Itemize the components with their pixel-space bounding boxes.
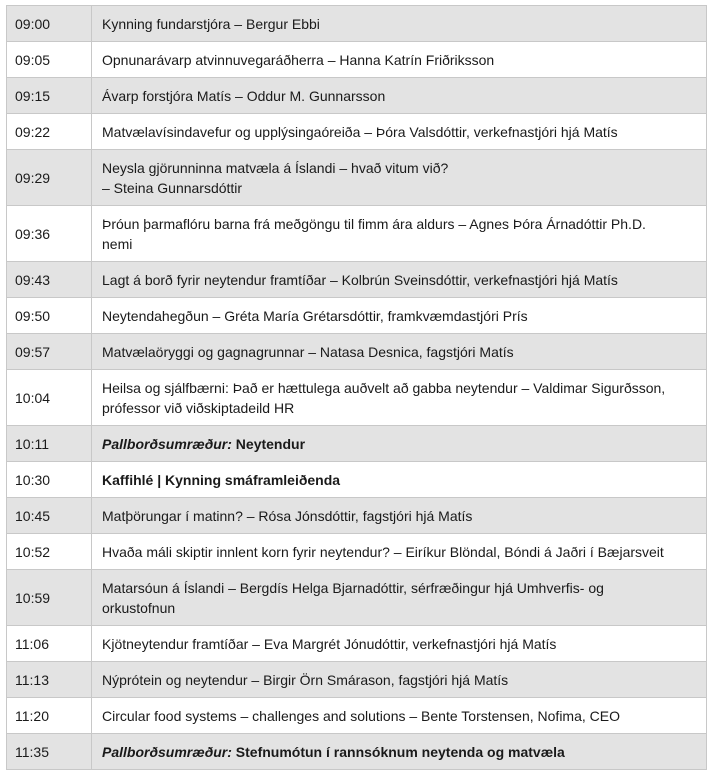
- agenda-description-line: Opnunarávarp atvinnuvegaráðherra – Hanna Katrín Friðriksson: [102, 51, 495, 68]
- agenda-description: [92, 334, 707, 370]
- agenda-row: [7, 462, 707, 498]
- agenda-time: 09:50: [7, 298, 92, 334]
- agenda-description-line: Matarsóun á Íslandi – Bergdís Helga Bjarnadóttir, sérfræðingur hjá Umhverfis- og: [102, 579, 604, 596]
- agenda-row: [7, 114, 707, 150]
- agenda-description-line: Pallborðsumræður: Neytendur: [102, 435, 306, 452]
- agenda-time: 11:35: [7, 734, 92, 770]
- agenda-row: [7, 150, 707, 206]
- agenda-time: 11:06: [7, 626, 92, 662]
- agenda-description: [92, 42, 707, 78]
- agenda-description: [92, 462, 707, 498]
- agenda-time: 11:13: [7, 662, 92, 698]
- agenda-description-line: Nýprótein og neytendur – Birgir Örn Smárason, fagstjóri hjá Matís: [102, 671, 509, 688]
- agenda-description: [92, 698, 707, 734]
- agenda-row: [7, 570, 707, 626]
- agenda-row: [7, 42, 707, 78]
- agenda-time: 10:59: [7, 570, 92, 626]
- panel-topic: Neytendur: [231, 435, 306, 452]
- agenda-row: [7, 698, 707, 734]
- agenda-description-line: Heilsa og sjálfbærni: Það er hættulega auðvelt að gabba neytendur – Valdimar Sigurðsson,: [102, 379, 666, 396]
- agenda-time: 09:22: [7, 114, 92, 150]
- agenda-table: [6, 5, 707, 770]
- agenda-description: [92, 6, 707, 42]
- agenda-description-line: Matvælavísindavefur og upplýsingaóreiða – Þóra Valsdóttir, verkefnastjóri hjá Matís: [102, 123, 618, 140]
- agenda-time: 09:05: [7, 42, 92, 78]
- agenda-time: 09:29: [7, 150, 92, 206]
- agenda-row: [7, 334, 707, 370]
- agenda-description: [92, 662, 707, 698]
- agenda-description-line: Neytendahegðun – Gréta María Grétarsdóttir, framkvæmdastjóri Prís: [102, 307, 528, 324]
- agenda-row: [7, 206, 707, 262]
- agenda-time: 10:45: [7, 498, 92, 534]
- agenda-description-line: Kaffihlé | Kynning smáframleiðenda: [102, 471, 341, 488]
- agenda-description: [92, 370, 707, 426]
- agenda-description-line: – Steina Gunnarsdóttir: [102, 179, 243, 196]
- agenda-description-line: orkustofnun: [102, 599, 176, 616]
- agenda-time: 10:04: [7, 370, 92, 426]
- agenda-time: 09:57: [7, 334, 92, 370]
- agenda-time: 09:43: [7, 262, 92, 298]
- agenda-time: 10:11: [7, 426, 92, 462]
- agenda-description-line: prófessor við viðskiptadeild HR: [102, 399, 295, 416]
- agenda-body: [7, 6, 707, 770]
- agenda-time: 09:36: [7, 206, 92, 262]
- agenda-row: [7, 78, 707, 114]
- agenda-row: [7, 534, 707, 570]
- agenda-description-line: nemi: [102, 235, 133, 252]
- agenda-description-line: Ávarp forstjóra Matís – Oddur M. Gunnarsson: [102, 87, 386, 104]
- agenda-description: [92, 298, 707, 334]
- agenda-description: [92, 206, 707, 262]
- agenda-row: [7, 498, 707, 534]
- agenda-description: [92, 262, 707, 298]
- agenda-row: [7, 626, 707, 662]
- agenda-time: 09:00: [7, 6, 92, 42]
- agenda-time: 09:15: [7, 78, 92, 114]
- agenda-row: [7, 662, 707, 698]
- agenda-row: [7, 426, 707, 462]
- agenda-description: [92, 426, 707, 462]
- agenda-time: 11:20: [7, 698, 92, 734]
- agenda-description: [92, 150, 707, 206]
- agenda-description-line: Matþörungar í matinn? – Rósa Jónsdóttir, fagstjóri hjá Matís: [102, 507, 473, 524]
- agenda-description-line: Matvælaöryggi og gagnagrunnar – Natasa Desnica, fagstjóri Matís: [102, 343, 514, 360]
- agenda-description-line: Lagt á borð fyrir neytendur framtíðar – Kolbrún Sveinsdóttir, verkefnastjóri hjá Matís: [102, 271, 618, 288]
- agenda-description-line: Kjötneytendur framtíðar – Eva Margrét Jónudóttir, verkefnastjóri hjá Matís: [102, 635, 557, 652]
- agenda-description-line: Neysla gjörunninna matvæla á Íslandi – hvað vitum við?: [102, 159, 449, 176]
- agenda-time: 10:30: [7, 462, 92, 498]
- agenda-description-line: Þróun þarmaflóru barna frá meðgöngu til fimm ára aldurs – Agnes Þóra Árnadóttir Ph.D.: [102, 215, 646, 232]
- agenda-row: [7, 370, 707, 426]
- agenda-description: [92, 626, 707, 662]
- agenda-description: [92, 570, 707, 626]
- agenda-description-line: Hvaða máli skiptir innlent korn fyrir neytendur? – Eiríkur Blöndal, Bóndi á Jaðri í Bæjarsveit: [102, 543, 664, 560]
- agenda-description-line: Circular food systems – challenges and solutions – Bente Torstensen, Nofima, CEO: [102, 707, 620, 724]
- agenda-row: [7, 6, 707, 42]
- agenda-description: [92, 114, 707, 150]
- panel-topic: Stefnumótun í rannsóknum neytenda og matvæla: [231, 743, 565, 760]
- agenda-row: [7, 734, 707, 770]
- agenda-description-line: Kynning fundarstjóra – Bergur Ebbi: [102, 15, 320, 32]
- agenda-row: [7, 262, 707, 298]
- agenda-description: [92, 498, 707, 534]
- agenda-description: [92, 734, 707, 770]
- agenda-description: [92, 78, 707, 114]
- agenda-time: 10:52: [7, 534, 92, 570]
- agenda-description: [92, 534, 707, 570]
- agenda-row: [7, 298, 707, 334]
- agenda-description-line: Pallborðsumræður: Stefnumótun í rannsóknum neytenda og matvæla: [102, 743, 565, 760]
